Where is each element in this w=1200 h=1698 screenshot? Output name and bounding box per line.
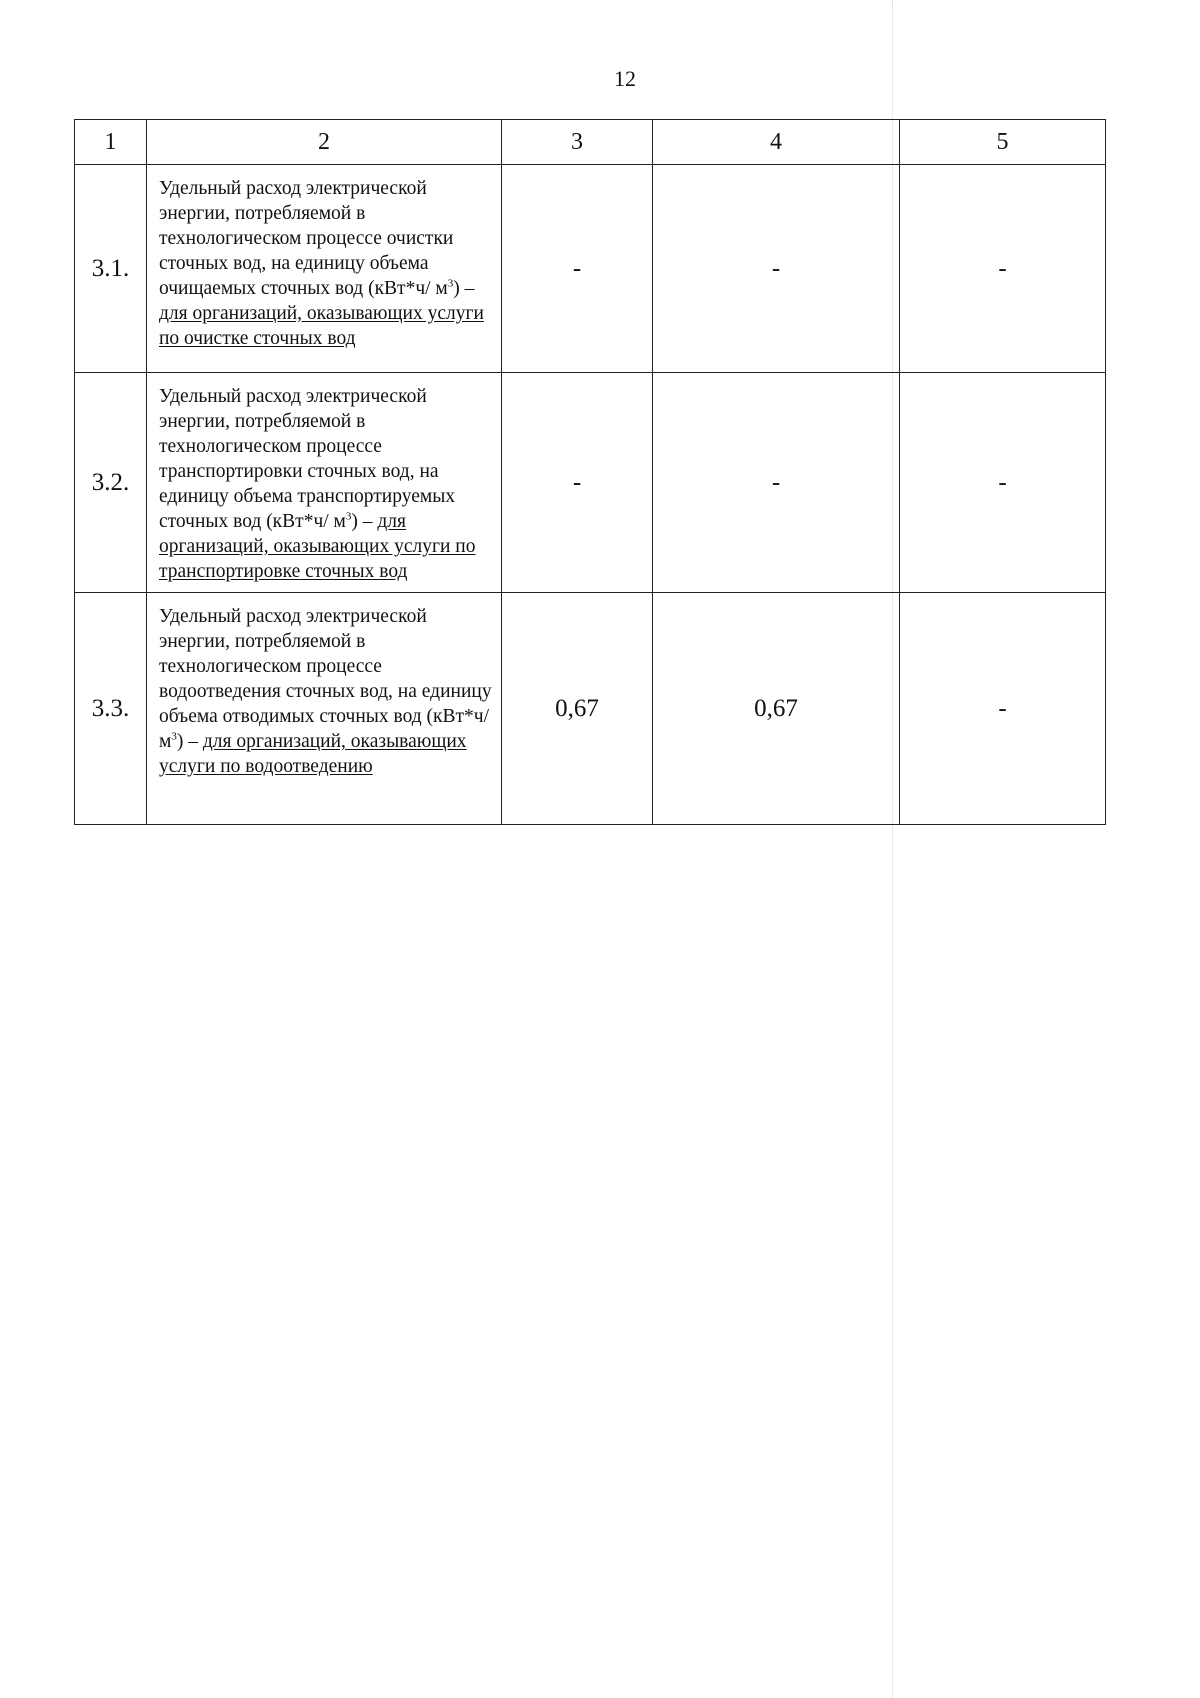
header-col-3: 3 xyxy=(502,120,653,165)
table-header-row xyxy=(75,120,1106,165)
header-col-4: 4 xyxy=(653,120,900,165)
value-col-3: - xyxy=(502,373,653,593)
description-text: Удельный расход электрической энергии, потребляемой в технологическом процессе очистки сточных вод, на единицу объема очищаемых сточных вод (кВт*ч/ м xyxy=(159,178,454,299)
superscript-3: 3 xyxy=(345,510,352,523)
description-underlined: для организаций, оказывающих услуги по водоотведению xyxy=(159,731,467,777)
value-col-4: 0,67 xyxy=(653,593,900,825)
row-number: 3.1. xyxy=(75,165,147,373)
description-close-paren: ) xyxy=(176,731,184,752)
value-col-5: - xyxy=(900,593,1106,825)
superscript-3: 3 xyxy=(171,730,177,743)
superscript-3: 3 xyxy=(447,277,454,290)
page-number: 12 xyxy=(614,66,636,91)
header-col-1: 1 xyxy=(75,120,147,165)
row-description xyxy=(147,593,502,825)
row-description xyxy=(147,373,502,593)
description-underlined: для организаций, оказывающих услуги по очистке сточных вод xyxy=(159,303,484,349)
value-col-4: - xyxy=(653,165,900,373)
table-row xyxy=(75,165,1106,373)
value-col-5: - xyxy=(900,373,1106,593)
description-text: Удельный расход электрической энергии, потребляемой в технологическом процессе водоотведения сточных вод, на единицу объема отводимых сточных вод (кВт*ч/ м xyxy=(159,606,492,752)
description-close-paren: ) xyxy=(453,278,460,299)
row-number: 3.2. xyxy=(75,373,147,593)
value-col-3: 0,67 xyxy=(502,593,653,825)
description-dash: – xyxy=(183,731,203,752)
header-col-2: 2 xyxy=(147,120,502,165)
table-row xyxy=(75,373,1106,593)
value-col-4: - xyxy=(653,373,900,593)
description-dash: – xyxy=(459,278,475,299)
indicator-table xyxy=(74,119,1106,825)
description-dash: – xyxy=(357,511,378,532)
row-number: 3.3. xyxy=(75,593,147,825)
row-description xyxy=(147,165,502,373)
value-col-5: - xyxy=(900,165,1106,373)
table-row xyxy=(75,593,1106,825)
description-underlined: для организаций, оказывающих услуги по транспортировке сточных вод xyxy=(159,511,476,582)
header-col-5: 5 xyxy=(900,120,1106,165)
description-close-paren: ) xyxy=(351,511,358,532)
value-col-3: - xyxy=(502,165,653,373)
description-text: Удельный расход электрической энергии, потребляемой в технологическом процессе транспортировки сточных вод, на единицу объема транспортируемых сточных вод (кВт*ч/ м xyxy=(159,386,456,532)
